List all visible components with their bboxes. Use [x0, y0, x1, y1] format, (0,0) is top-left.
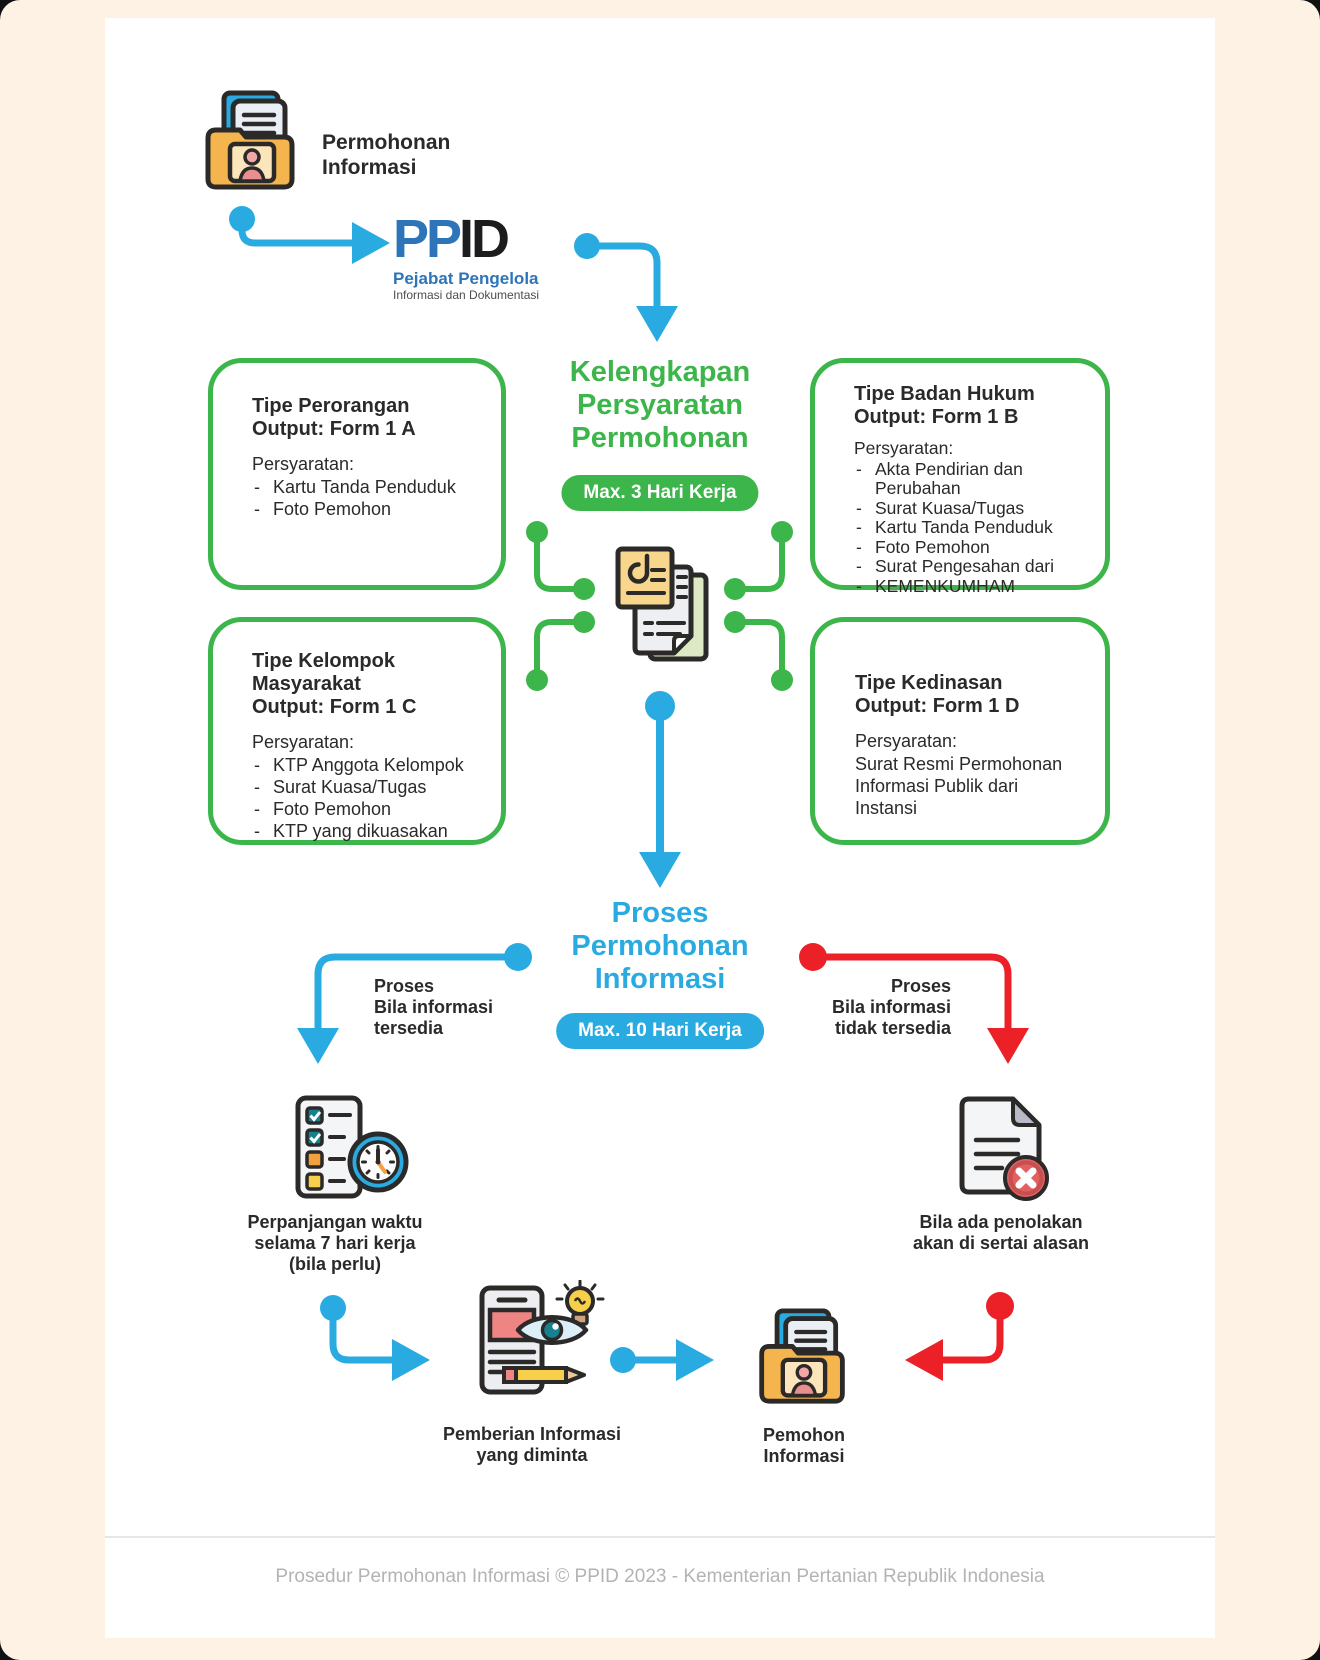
- box-tipe-kelompok-masyarakat: [208, 617, 506, 845]
- caption-line: akan di sertai alasan: [912, 1233, 1090, 1253]
- ppid-logo: [393, 209, 540, 302]
- caption-line: Bila ada penolakan: [919, 1212, 1083, 1232]
- requirement-item: - Surat Kuasa/Tugas: [252, 776, 483, 798]
- caption-line: Pemberian Informasi: [442, 1424, 622, 1444]
- branch-label-line: tersedia: [374, 1018, 444, 1038]
- box-tipe-perorangan: [208, 358, 506, 590]
- requirements-list: [854, 460, 1087, 597]
- requirement-item: - Surat Kuasa/Tugas: [854, 499, 1087, 519]
- branch-label-line: tidak tersedia: [834, 1018, 951, 1038]
- box-title: [855, 672, 1089, 718]
- requirement-item: - KTP yang dikuasakan: [252, 820, 483, 842]
- delivery-caption: [443, 1424, 621, 1466]
- requirements-list: [252, 754, 483, 842]
- box-title-line: Output: Form 1 B: [854, 406, 1019, 428]
- footer-divider: [105, 1536, 1215, 1538]
- branch-label-line: Proses: [374, 976, 435, 996]
- branch-available-label: [374, 976, 493, 1039]
- ppid-subtitle: Pejabat Pengelola: [393, 269, 539, 288]
- requirement-item: - Surat Pengesahan dari: [854, 557, 1087, 577]
- caption-line: (bila perlu): [288, 1254, 382, 1274]
- requirement-item: Surat Resmi Permohonan: [855, 754, 1063, 774]
- requirements-label: Persyaratan:: [854, 438, 954, 458]
- box-title-line: Tipe Kelompok: [252, 650, 395, 672]
- start-label-line: Permohonan: [322, 131, 451, 154]
- stage1-sla-badge: Max. 3 Hari Kerja: [561, 475, 758, 511]
- extension-caption: [247, 1212, 422, 1275]
- box-title-line: Output: Form 1 A: [252, 418, 416, 440]
- box-title: [252, 650, 483, 719]
- caption-line: selama 7 hari kerja: [254, 1233, 416, 1253]
- information-review-icon: [452, 1280, 612, 1410]
- box-title-line: Tipe Kedinasan: [855, 672, 1003, 694]
- stage2-sla-badge: Max. 10 Hari Kerja: [556, 1013, 764, 1049]
- start-node-label: [322, 130, 450, 180]
- requirement-item: - Akta Pendirian dan Perubahan: [854, 460, 1087, 499]
- ppid-wordmark: [393, 209, 539, 269]
- folder-documents-icon: [754, 1303, 852, 1411]
- requirement-item: - Kartu Tanda Penduduk: [854, 518, 1087, 538]
- box-requirements: [854, 439, 1087, 596]
- stage2-title-line: Informasi: [594, 963, 726, 995]
- requirements-list: [855, 753, 1089, 819]
- box-title-line: Tipe Badan Hukum: [854, 383, 1035, 405]
- requirement-item: - Foto Pemohon: [854, 538, 1087, 558]
- box-tipe-badan-hukum: [810, 358, 1110, 596]
- requirement-item: - KTP Anggota Kelompok: [252, 754, 483, 776]
- box-title-line: Masyarakat: [252, 673, 361, 695]
- branch-unavailable-label: [751, 976, 951, 1039]
- caption-line: Pemohon: [762, 1425, 846, 1445]
- box-title-line: Output: Form 1 D: [855, 695, 1020, 717]
- rejection-caption: [913, 1212, 1089, 1254]
- ppid-tagline: Informasi dan Dokumentasi: [393, 288, 540, 302]
- stage1-title-line: Kelengkapan: [569, 356, 751, 388]
- box-requirements: [252, 731, 483, 842]
- requirement-item: - Foto Pemohon: [252, 498, 483, 520]
- requirement-item: Instansi: [855, 798, 918, 818]
- footer-credit: Prosedur Permohonan Informasi © PPID 2023 - Kementerian Pertanian Republik Indonesia: [275, 1566, 1045, 1587]
- branch-label-line: Bila informasi: [374, 997, 494, 1017]
- box-tipe-kedinasan: [810, 617, 1110, 845]
- branch-label-line: Bila informasi: [831, 997, 951, 1017]
- requirement-item: - KEMENKUMHAM: [854, 577, 1087, 597]
- folder-documents-icon: [200, 88, 302, 194]
- requirements-list: [252, 476, 483, 520]
- caption-line: Perpanjangan waktu: [247, 1212, 423, 1232]
- box-requirements: [252, 453, 483, 520]
- start-label-line: Informasi: [322, 156, 417, 179]
- box-title: [252, 395, 483, 441]
- ppid-id-text: ID: [459, 209, 508, 269]
- requirement-item: - Kartu Tanda Penduduk: [252, 476, 483, 498]
- requirement-item: - Foto Pemohon: [252, 798, 483, 820]
- requirements-label: Persyaratan:: [252, 732, 355, 752]
- caption-line: yang diminta: [476, 1445, 588, 1465]
- requirement-item: Informasi Publik dari: [855, 776, 1019, 796]
- requirements-label: Persyaratan:: [252, 454, 355, 474]
- checklist-clock-icon: [290, 1094, 412, 1204]
- stage1-title: [570, 356, 751, 455]
- box-title-line: Output: Form 1 C: [252, 696, 417, 718]
- box-title-line: Tipe Perorangan: [252, 395, 410, 417]
- applicant-caption: [763, 1425, 845, 1467]
- stage2-title: [571, 897, 748, 996]
- stage1-title-line: Permohonan: [571, 422, 749, 454]
- branch-label-line: Proses: [890, 976, 951, 996]
- box-title: [854, 383, 1087, 429]
- attached-documents-icon: [610, 543, 714, 667]
- stage2-title-line: Proses: [611, 897, 709, 929]
- stage1-title-line: Persyaratan: [576, 389, 744, 421]
- caption-line: Informasi: [763, 1446, 845, 1466]
- document-rejected-icon: [950, 1094, 1056, 1204]
- stage2-title-line: Permohonan: [571, 930, 749, 962]
- requirements-label: Persyaratan:: [855, 731, 958, 751]
- ppid-pp-text: PP: [393, 209, 460, 269]
- box-requirements: [855, 730, 1089, 819]
